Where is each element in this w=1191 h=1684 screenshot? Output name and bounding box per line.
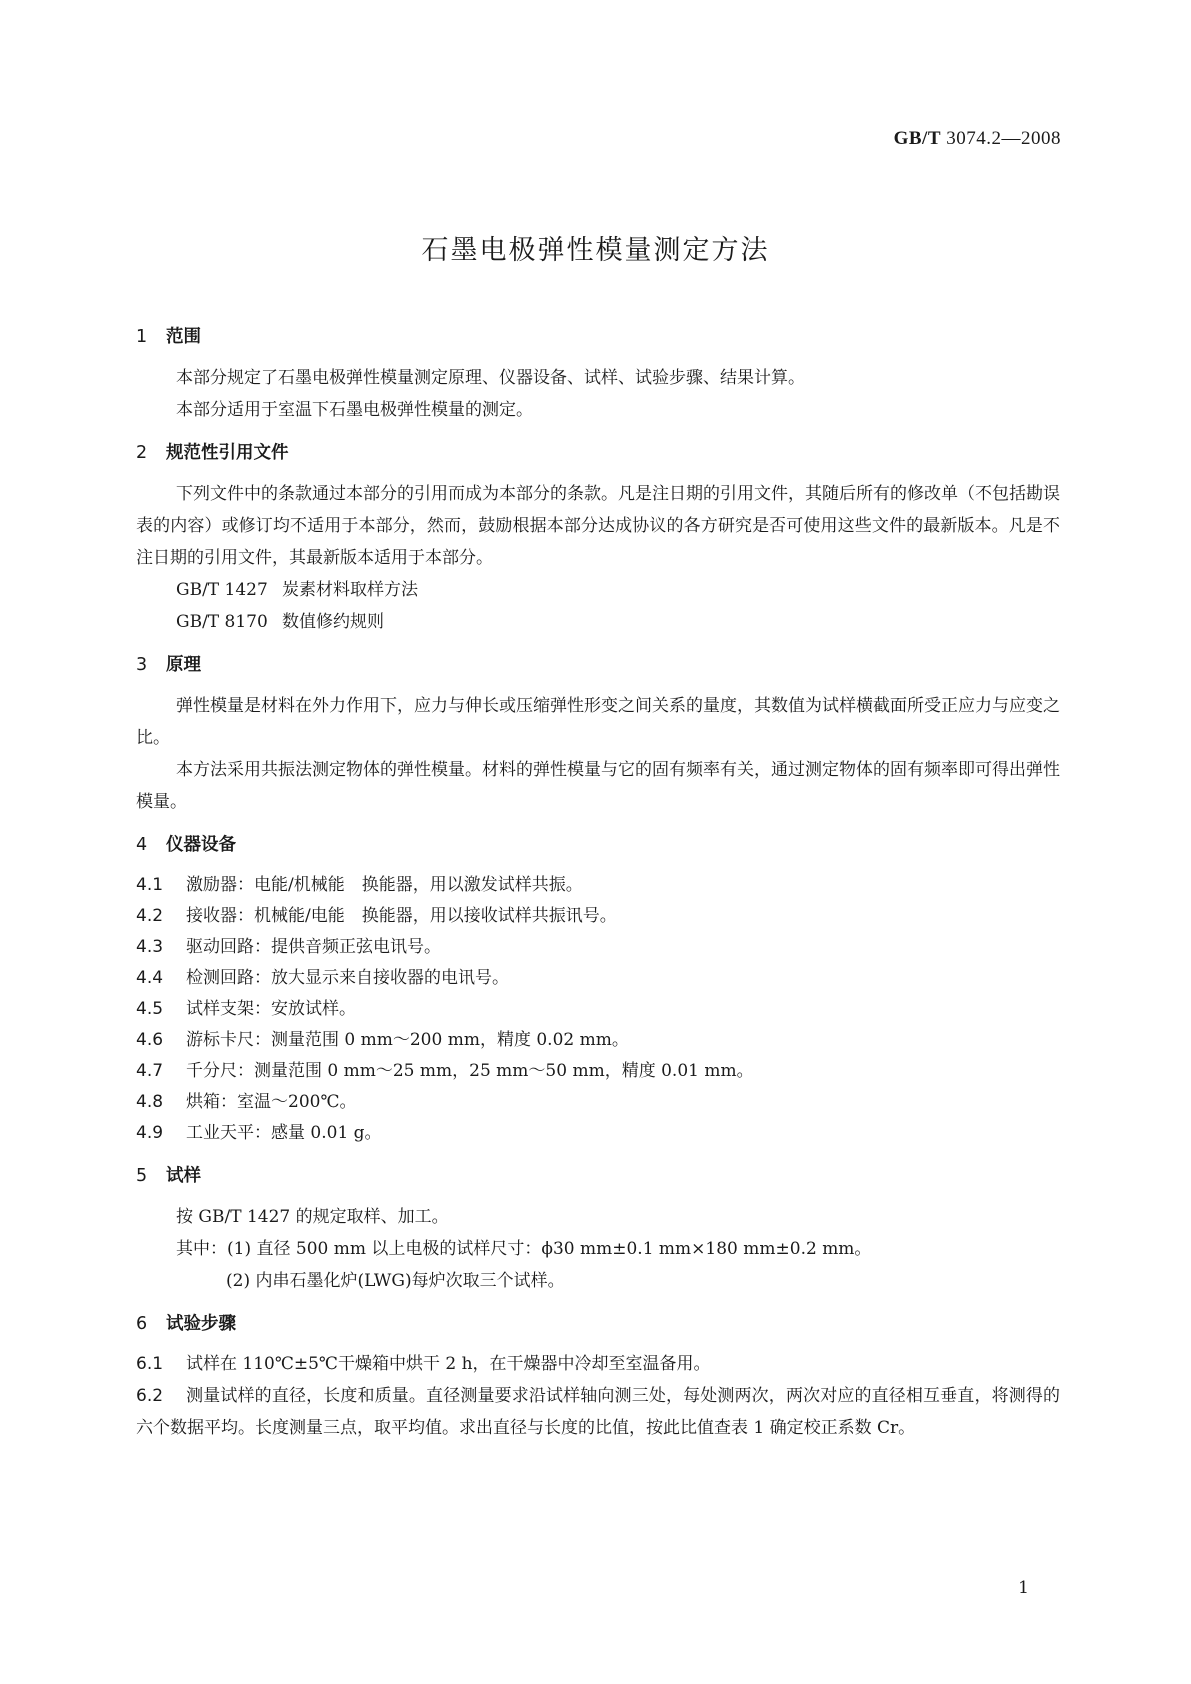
reference-item — [136, 574, 1060, 606]
section-number: 6 — [136, 1314, 148, 1334]
equipment-item — [136, 1056, 1060, 1087]
equipment-item — [136, 1087, 1060, 1118]
item-number: 4.9 — [136, 1123, 164, 1143]
item-text: 千分尺：测量范围 0 mm～25 mm，25 mm～50 mm，精度 0.01 mm。 — [186, 1061, 754, 1081]
section-1-paragraph-2: 本部分适用于室温下石墨电极弹性模量的测定。 — [176, 400, 533, 420]
section-title: 范围 — [166, 327, 201, 347]
section-title: 规范性引用文件 — [166, 443, 289, 463]
section-3-paragraph-1: 弹性模量是材料在外力作用下，应力与伸长或压缩弹性形变之间关系的量度，其数值为试样横截面所受正应力与应变之比。 — [136, 696, 1060, 748]
section-1-paragraph-1: 本部分规定了石墨电极弹性模量测定原理、仪器设备、试样、试验步骤、结果计算。 — [176, 368, 805, 388]
reference-code: GB/T 8170 — [176, 612, 268, 632]
equipment-item — [136, 901, 1060, 932]
section-title: 试样 — [166, 1166, 201, 1186]
item-number: 6.2 — [136, 1386, 164, 1406]
standard-code — [894, 128, 1061, 150]
section-3-paragraph-2: 本方法采用共振法测定物体的弹性模量。材料的弹性模量与它的固有频率有关，通过测定物体的固有频率即可得出弹性模量。 — [136, 760, 1060, 812]
section-number: 4 — [136, 835, 148, 855]
item-text: 测量试样的直径，长度和质量。直径测量要求沿试样轴向测三处，每处测两次，两次对应的直径相互垂直，将测得的六个数据平均。长度测量三点，取平均值。求出直径与长度的比值，按此比值查表 1 确定校正系数 Cr。 — [136, 1386, 1060, 1438]
page-number: 1 — [1018, 1578, 1029, 1598]
equipment-item — [136, 994, 1060, 1025]
procedure-item — [136, 1349, 1060, 1380]
section-6-heading — [136, 1309, 1060, 1339]
reference-item — [136, 606, 1060, 638]
section-5-line-2: 其中：(1) 直径 500 mm 以上电极的试样尺寸：ϕ30 mm±0.1 mm×180 mm±0.2 mm。 — [176, 1239, 872, 1259]
section-1-heading — [136, 322, 1060, 352]
equipment-item — [136, 963, 1060, 994]
section-title: 原理 — [166, 655, 201, 675]
section-5-line-3: (2) 内串石墨化炉(LWG)每炉次取三个试样。 — [226, 1271, 565, 1291]
item-number: 4.6 — [136, 1030, 164, 1050]
item-text: 试样支架：安放试样。 — [186, 999, 356, 1019]
equipment-item — [136, 1118, 1060, 1149]
item-number: 4.4 — [136, 968, 164, 988]
section-3-heading — [136, 650, 1060, 680]
equipment-item — [136, 1025, 1060, 1056]
item-text: 激励器：电能/机械能 换能器，用以激发试样共振。 — [186, 875, 583, 895]
item-text: 游标卡尺：测量范围 0 mm～200 mm，精度 0.02 mm。 — [186, 1030, 629, 1050]
equipment-item — [136, 870, 1060, 901]
standard-number: 3074.2—2008 — [946, 128, 1061, 149]
item-number: 4.7 — [136, 1061, 164, 1081]
item-number: 4.8 — [136, 1092, 164, 1112]
item-text: 驱动回路：提供音频正弦电讯号。 — [186, 937, 441, 957]
item-number: 4.5 — [136, 999, 164, 1019]
section-5-line-1: 按 GB/T 1427 的规定取样、加工。 — [176, 1207, 449, 1227]
section-number: 1 — [136, 327, 148, 347]
section-2-paragraph-1: 下列文件中的条款通过本部分的引用而成为本部分的条款。凡是注日期的引用文件，其随后所有的修改单（不包括勘误表的内容）或修订均不适用于本部分，然而，鼓励根据本部分达成协议的各方研究是否可使用这些文件的最新版本。凡是不注日期的引用文件，其最新版本适用于本部分。 — [136, 484, 1060, 568]
item-number: 4.2 — [136, 906, 164, 926]
item-text: 接收器：机械能/电能 换能器，用以接收试样共振讯号。 — [186, 906, 617, 926]
procedure-item — [136, 1380, 1060, 1444]
section-title: 试验步骤 — [166, 1314, 236, 1334]
equipment-item — [136, 932, 1060, 963]
standard-prefix: GB/T — [893, 128, 941, 149]
section-number: 5 — [136, 1166, 148, 1186]
section-2-heading — [136, 438, 1060, 468]
item-text: 烘箱：室温～200℃。 — [186, 1092, 357, 1112]
item-number: 4.1 — [136, 875, 164, 895]
reference-title: 数值修约规则 — [282, 612, 384, 632]
section-number: 2 — [136, 443, 148, 463]
section-5-heading — [136, 1161, 1060, 1191]
reference-code: GB/T 1427 — [176, 580, 268, 600]
item-text: 试样在 110℃±5℃干燥箱中烘干 2 h，在干燥器中冷却至室温备用。 — [186, 1354, 711, 1374]
document-title: 石墨电极弹性模量测定方法 — [421, 235, 770, 266]
section-4-heading — [136, 830, 1060, 860]
item-text: 检测回路：放大显示来自接收器的电讯号。 — [186, 968, 509, 988]
section-title: 仪器设备 — [166, 835, 236, 855]
item-number: 6.1 — [136, 1354, 164, 1374]
section-number: 3 — [136, 655, 148, 675]
reference-title: 炭素材料取样方法 — [282, 580, 418, 600]
item-text: 工业天平：感量 0.01 g。 — [186, 1123, 382, 1143]
item-number: 4.3 — [136, 937, 164, 957]
document-body — [136, 322, 1060, 1444]
